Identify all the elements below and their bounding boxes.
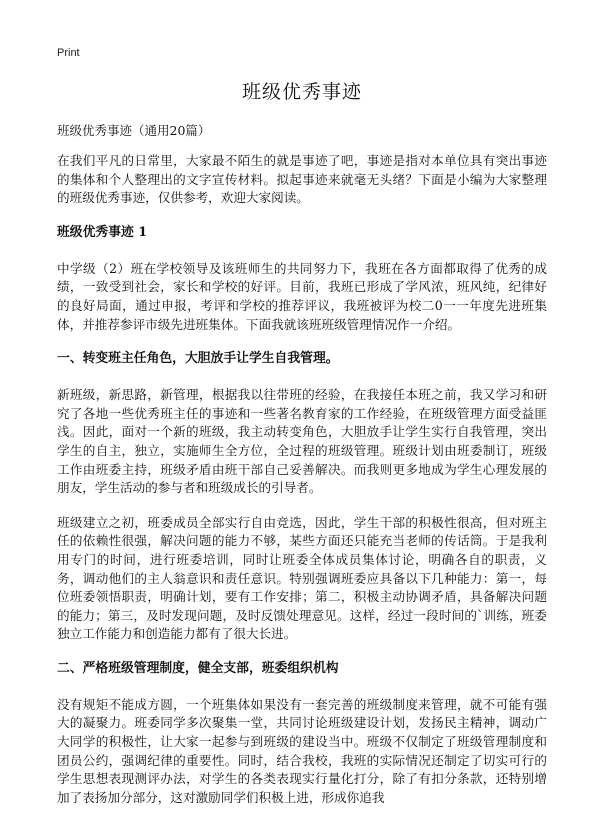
document-subtitle: 班级优秀事迹（通用20篇） bbox=[57, 123, 211, 138]
paragraph-3: 班级建立之初，班委成员全部实行自由竞选，因此，学生干部的积极性很高，但对班主任的依赖性很强，解决问题的能力不够，某些方面还只能充当老师的传话筒。于是我利用专门的时间，进行班委培训，同时让班委全体成员集体讨论，明确各自的职责，义务，调动他们的主人翁意识和责任意识。特别强调班委应具备以下几种能力：第一，每位班委领悟职责，明确计划，要有工作安排；第二，积极主动协调矛盾，具备解决问题的能力；第三，及时发现问题，及时反馈处理意见。这样，经过一段时间的`训练，班委独立工作能力和创造能力都有了很大长进。 bbox=[57, 514, 547, 642]
intro-paragraph: 在我们平凡的日常里，大家最不陌生的就是事迹了吧，事迹是指对本单位具有突出事迹的集体和个人整理出的文字宣传材料。拟起事迹来就毫无头绪？下面是小编为大家整理的班级优秀事迹，仅供参考，欢迎大家阅读。 bbox=[57, 153, 547, 206]
print-label: Print bbox=[57, 47, 80, 59]
paragraph-4: 没有规矩不能成方圆，一个班集体如果没有一套完善的班级制度来管理，就不可能有强大的凝聚力。班委同学多次聚集一堂，共同讨论班级建设计划，发扬民主精神，调动广大同学的积极性，让大家一起参与到班级的建设当中。班级不仅制定了班级管理制度和团员公约，强调纪律的重要性。同时，结合我校，我班的实际情况还制定了切实可行的学生思想表现测评办法，对学生的各类表现实行量化打分，除了有扣分条款，还特别增加了表扬加分部分，这对激励同学们积极上进，形成你追我 bbox=[57, 696, 547, 805]
page-title: 班级优秀事迹 bbox=[241, 81, 362, 103]
paragraph-1: 中学级（2）班在学校领导及该班师生的共同努力下，我班在各方面都取得了优秀的成绩，一致受到社会，家长和学校的好评。目前，我班已形成了学风浓，班风纯，纪律好的良好局面，通过申报，考评和学校的推荐评议，我班被评为校二0一一年度先进班集体，并推荐参评市级先进班集体。下面我就该班班级管理情况作一介绍。 bbox=[57, 260, 547, 332]
paragraph-2: 新班级，新思路，新管理，根据我以往带班的经验，在我接任本班之前，我又学习和研究了各地一些优秀班主任的事迹和一些著名教育家的工作经验，在班级管理方面受益匪浅。因此，面对一个新的班级，我主动转变角色，大胆放手让学生实行自我管理，突出学生的自主，独立，实施师生全方位，全过程的班级管理。班级计划由班委制订，班级工作由班委主持，班级矛盾由班干部自己妥善解决。而我则更多地成为学生心理发展的朋友，学生活动的参与者和班级成长的引导者。 bbox=[57, 387, 547, 496]
section-heading: 班级优秀事迹 1 bbox=[57, 224, 148, 240]
subheading-1: 一、转变班主任角色，大胆放手让学生自我管理。 bbox=[57, 351, 339, 367]
subheading-2: 二、严格班级管理制度，健全支部，班委组织机构 bbox=[57, 660, 339, 676]
document-page bbox=[57, 78, 547, 823]
